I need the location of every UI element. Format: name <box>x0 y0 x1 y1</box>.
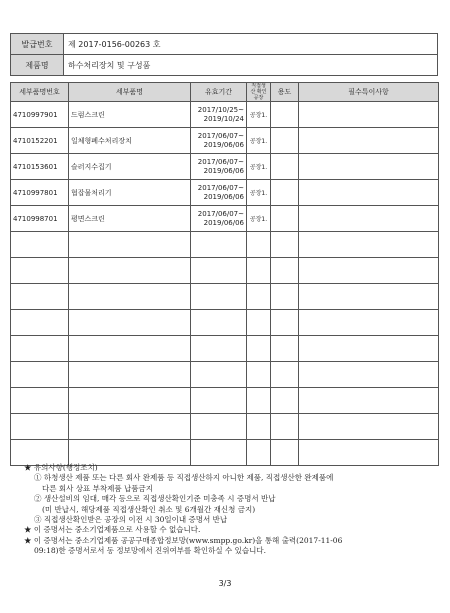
empty-cell <box>191 414 247 440</box>
empty-cell <box>299 388 439 414</box>
empty-cell <box>191 232 247 258</box>
notes-title: ★ 유의사항(행정조치) <box>24 463 98 472</box>
empty-cell <box>271 284 299 310</box>
empty-cell <box>271 258 299 284</box>
empty-cell <box>191 258 247 284</box>
item-code: 4710997801 <box>11 180 69 206</box>
item-facility: 공장1. <box>247 206 271 232</box>
empty-cell <box>11 310 69 336</box>
item-usage <box>271 102 299 128</box>
period-end: 2019/06/06 <box>203 192 244 201</box>
item-code: 4710153601 <box>11 154 69 180</box>
empty-cell <box>191 440 247 466</box>
empty-cell <box>11 414 69 440</box>
table-row <box>11 180 439 206</box>
empty-cell <box>299 440 439 466</box>
notes-section <box>24 463 434 557</box>
empty-cell <box>247 362 271 388</box>
empty-row <box>11 258 439 284</box>
column-header-period: 유효기간 <box>191 83 247 102</box>
note-item: ③ 직접생산확인받은 공장의 이전 시 30일이내 증명서 반납 <box>34 515 228 525</box>
item-usage <box>271 180 299 206</box>
product-items-table <box>10 82 439 466</box>
column-header-facility: 직접생산 확인공장 <box>247 83 271 102</box>
empty-cell <box>247 284 271 310</box>
empty-row <box>11 232 439 258</box>
period-start: 2017/06/07~ <box>197 183 244 192</box>
period-end: 2019/06/06 <box>203 218 244 227</box>
item-remarks <box>299 206 439 232</box>
empty-cell <box>247 232 271 258</box>
empty-cell <box>69 336 191 362</box>
empty-row <box>11 284 439 310</box>
item-code: 4710152201 <box>11 128 69 154</box>
empty-cell <box>271 336 299 362</box>
column-header-code: 세부품명번호 <box>11 83 69 102</box>
item-name: 드럼스크린 <box>69 102 191 128</box>
item-name: 평면스크린 <box>69 206 191 232</box>
item-usage <box>271 154 299 180</box>
note-item: 09:18)한 증명서로서 동 정보망에서 진위여부를 확인하실 수 있습니다. <box>34 546 266 556</box>
empty-cell <box>11 336 69 362</box>
empty-cell <box>299 362 439 388</box>
table-row <box>11 128 439 154</box>
empty-cell <box>271 388 299 414</box>
empty-cell <box>271 440 299 466</box>
empty-cell <box>69 362 191 388</box>
empty-cell <box>271 310 299 336</box>
empty-cell <box>247 440 271 466</box>
item-name: 일체형폐수처리장치 <box>69 128 191 154</box>
empty-cell <box>11 232 69 258</box>
note-item: 다른 회사 상표 부착제품 납품금지 <box>42 483 153 493</box>
item-remarks <box>299 180 439 206</box>
empty-cell <box>299 310 439 336</box>
empty-cell <box>11 440 69 466</box>
item-period <box>191 102 247 128</box>
empty-row <box>11 440 439 466</box>
empty-cell <box>271 232 299 258</box>
empty-row <box>11 336 439 362</box>
empty-cell <box>247 258 271 284</box>
item-period <box>191 180 247 206</box>
empty-cell <box>69 414 191 440</box>
empty-cell <box>11 284 69 310</box>
empty-row <box>11 388 439 414</box>
product-name-value: 하수처리장치 및 구성품 <box>64 55 438 76</box>
column-header-usage: 용도 <box>271 83 299 102</box>
empty-cell <box>271 414 299 440</box>
empty-cell <box>247 414 271 440</box>
empty-cell <box>271 362 299 388</box>
item-facility: 공장1. <box>247 102 271 128</box>
item-facility: 공장1. <box>247 180 271 206</box>
empty-row <box>11 310 439 336</box>
empty-cell <box>299 414 439 440</box>
period-end: 2019/06/06 <box>203 166 244 175</box>
period-end: 2019/06/06 <box>203 140 244 149</box>
item-usage <box>271 206 299 232</box>
issue-number-label: 발급번호 <box>11 34 64 55</box>
item-remarks <box>299 102 439 128</box>
note-item: (미 반납시, 해당제품 직접생산확인 취소 및 6개월간 재신청 금지) <box>42 504 256 514</box>
empty-cell <box>69 232 191 258</box>
empty-cell <box>69 388 191 414</box>
empty-cell <box>11 388 69 414</box>
empty-cell <box>69 440 191 466</box>
empty-cell <box>191 388 247 414</box>
empty-cell <box>247 336 271 362</box>
item-period <box>191 154 247 180</box>
empty-cell <box>299 336 439 362</box>
table-row <box>11 154 439 180</box>
period-start: 2017/06/07~ <box>197 209 244 218</box>
empty-cell <box>191 284 247 310</box>
product-name-label: 제품명 <box>11 55 64 76</box>
period-start: 2017/10/25~ <box>197 105 244 114</box>
item-code: 4710998701 <box>11 206 69 232</box>
item-name: 슬러지수집기 <box>69 154 191 180</box>
period-start: 2017/06/07~ <box>197 157 244 166</box>
item-period <box>191 128 247 154</box>
item-usage <box>271 128 299 154</box>
empty-cell <box>69 310 191 336</box>
empty-row <box>11 362 439 388</box>
empty-row <box>11 414 439 440</box>
column-header-name: 세부품명 <box>69 83 191 102</box>
note-item: ★ 이 증명서는 중소기업제품 공공구매종합정보망(www.smpp.go.kr)을 통해 출력(2017-11-06 <box>24 535 343 545</box>
item-remarks <box>299 128 439 154</box>
empty-cell <box>191 362 247 388</box>
empty-cell <box>191 336 247 362</box>
note-item: ② 생산설비의 임대, 매각 등으로 직접생산확인기준 미충족 시 증명서 반납 <box>34 494 276 504</box>
empty-cell <box>11 362 69 388</box>
item-facility: 공장1. <box>247 128 271 154</box>
item-period <box>191 206 247 232</box>
issue-number-value: 제 2017-0156-00263 호 <box>64 34 438 55</box>
empty-cell <box>191 310 247 336</box>
item-facility: 공장1. <box>247 154 271 180</box>
period-start: 2017/06/07~ <box>197 131 244 140</box>
empty-cell <box>11 258 69 284</box>
table-row <box>11 206 439 232</box>
item-name: 협잡물처리기 <box>69 180 191 206</box>
empty-cell <box>299 284 439 310</box>
empty-cell <box>247 310 271 336</box>
item-code: 4710997901 <box>11 102 69 128</box>
item-remarks <box>299 154 439 180</box>
empty-cell <box>299 258 439 284</box>
certificate-info-table <box>10 33 438 76</box>
empty-cell <box>69 258 191 284</box>
page-number: 3/3 <box>218 579 232 588</box>
column-header-remarks: 필수특이사항 <box>299 83 439 102</box>
period-end: 2019/10/24 <box>203 114 244 123</box>
empty-cell <box>299 232 439 258</box>
table-row <box>11 102 439 128</box>
empty-cell <box>247 388 271 414</box>
note-item: ★ 이 증명서는 중소기업제품으로 사용할 수 없습니다. <box>24 525 201 535</box>
note-item: ① 하청생산 제품 또는 다른 회사 완제품 등 직접생산하지 아니한 제품, 직접생산한 완제품에 <box>34 473 334 483</box>
empty-cell <box>69 284 191 310</box>
